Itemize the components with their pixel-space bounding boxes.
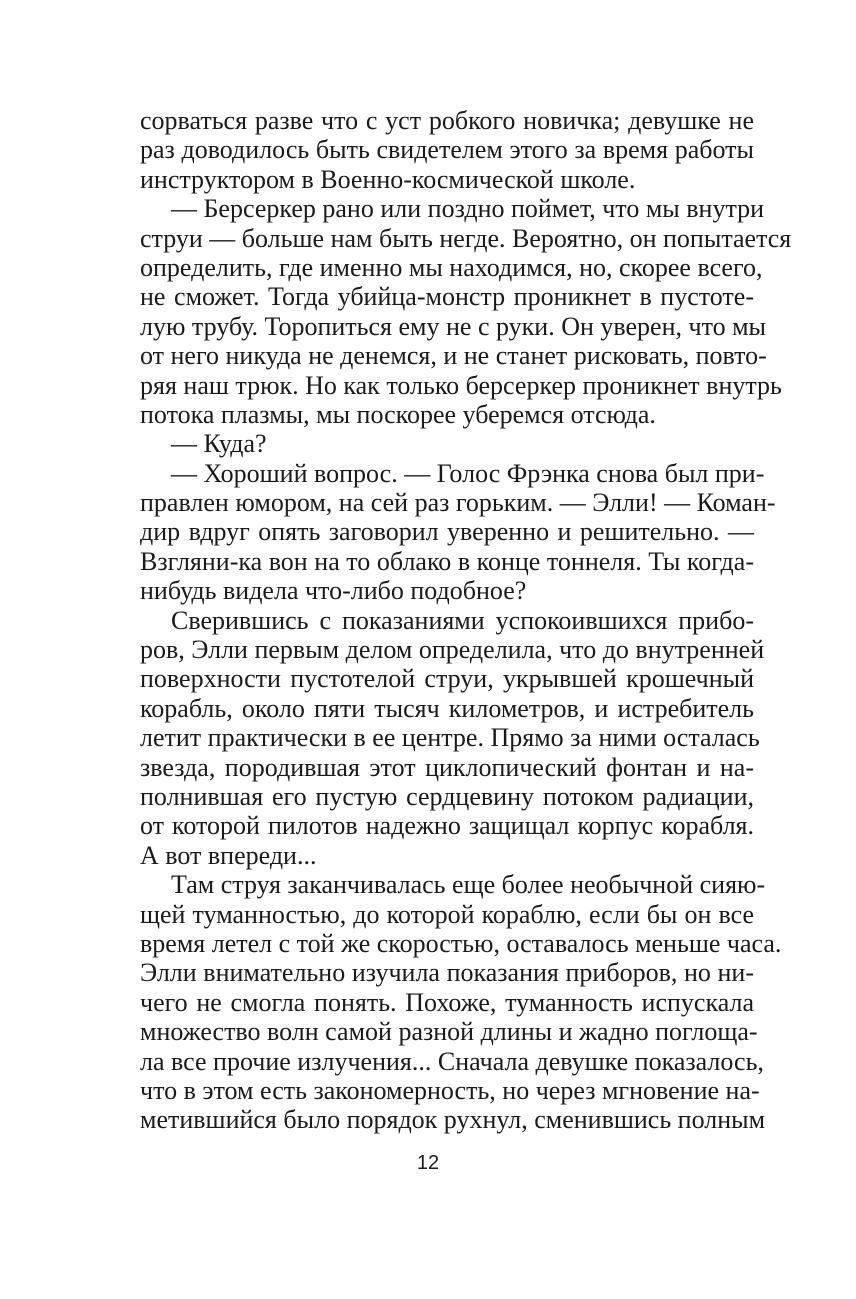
text-line: лую трубу. Торопиться ему не с руки. Он уверен, что мы xyxy=(140,311,767,341)
text-line: Сверившись с показаниями успокоившихся прибо- xyxy=(171,605,754,635)
text-line: ла все прочие излучения... Сначала девушке показалось, xyxy=(140,1046,764,1076)
text-line: не сможет. Тогда убийца-монстр проникнет в пустоте- xyxy=(140,282,754,312)
text-line: время летел с той же скоростью, оставалось меньше часа. xyxy=(140,928,782,958)
text-line: множество волн самой разной длины и жадно поглоща- xyxy=(140,1017,758,1047)
text-line: сорваться разве что с уст робкого новичка; девушке не xyxy=(140,106,754,135)
text-line: потока плазмы, мы поскорее уберемся отсюда. xyxy=(140,399,656,429)
text-line: — Куда? xyxy=(171,429,267,459)
text-line: звезда, породившая этот циклопический фонтан и на- xyxy=(140,752,754,782)
text-line: нибудь видела что-либо подобное? xyxy=(140,576,527,606)
text-line: дир вдруг опять заговорил уверенно и решительно. — xyxy=(140,517,754,547)
text-line: летит практически в ее центре. Прямо за ними осталась xyxy=(140,723,760,753)
text-line: Там струя заканчивалась еще более необычной сияю- xyxy=(171,870,766,900)
text-line: ряя наш трюк. Но как только берсеркер проникнет внутрь xyxy=(140,370,782,400)
text-line: правлен юмором, на сей раз горьким. — Элли! — Коман- xyxy=(140,488,776,518)
text-line: Взгляни-ка вон на то облако в конце тоннеля. Ты когда- xyxy=(140,546,754,576)
text-line: определить, где именно мы находимся, но, скорее всего, xyxy=(140,252,763,282)
text-line: корабль, около пяти тысяч километров, и истребитель xyxy=(140,693,754,723)
text-line: полнившая его пустую сердцевину потоком радиации, xyxy=(140,781,754,811)
text-line: чего не смогла понять. Похоже, туманность испускала xyxy=(140,987,754,1017)
text-line: метившийся было порядок рухнул, сменившись полным xyxy=(140,1105,766,1135)
text-line: щей туманностью, до которой кораблю, если бы он все xyxy=(140,899,754,929)
text-line: Элли внимательно изучила показания приборов, но ни- xyxy=(140,958,754,988)
page-number: 12 xyxy=(416,1152,440,1174)
text-line: что в этом есть закономерность, но через мгновение на- xyxy=(140,1075,760,1105)
text-line: поверхности пустотелой струи, укрывшей крошечный xyxy=(140,664,754,694)
text-line: инструктором в Военно-космической школе. xyxy=(140,164,636,194)
text-line: раз доводилось быть свидетелем этого за время работы xyxy=(140,135,754,165)
text-line: А вот впереди... xyxy=(140,840,317,870)
text-line: от которой пилотов надежно защищал корпус корабля. xyxy=(140,811,754,841)
text-line: — Хороший вопрос. — Голос Фрэнка снова был при- xyxy=(171,458,765,488)
text-line: — Берсеркер рано или поздно поймет, что мы внутри xyxy=(171,194,765,224)
text-line: ров, Элли первым делом определила, что до внутренней xyxy=(140,635,765,665)
text-line: от него никуда не денемся, и не станет рисковать, повто- xyxy=(140,341,767,371)
text-line: струи — больше нам быть негде. Вероятно, он попытается xyxy=(140,223,792,253)
body-text xyxy=(140,106,792,1135)
